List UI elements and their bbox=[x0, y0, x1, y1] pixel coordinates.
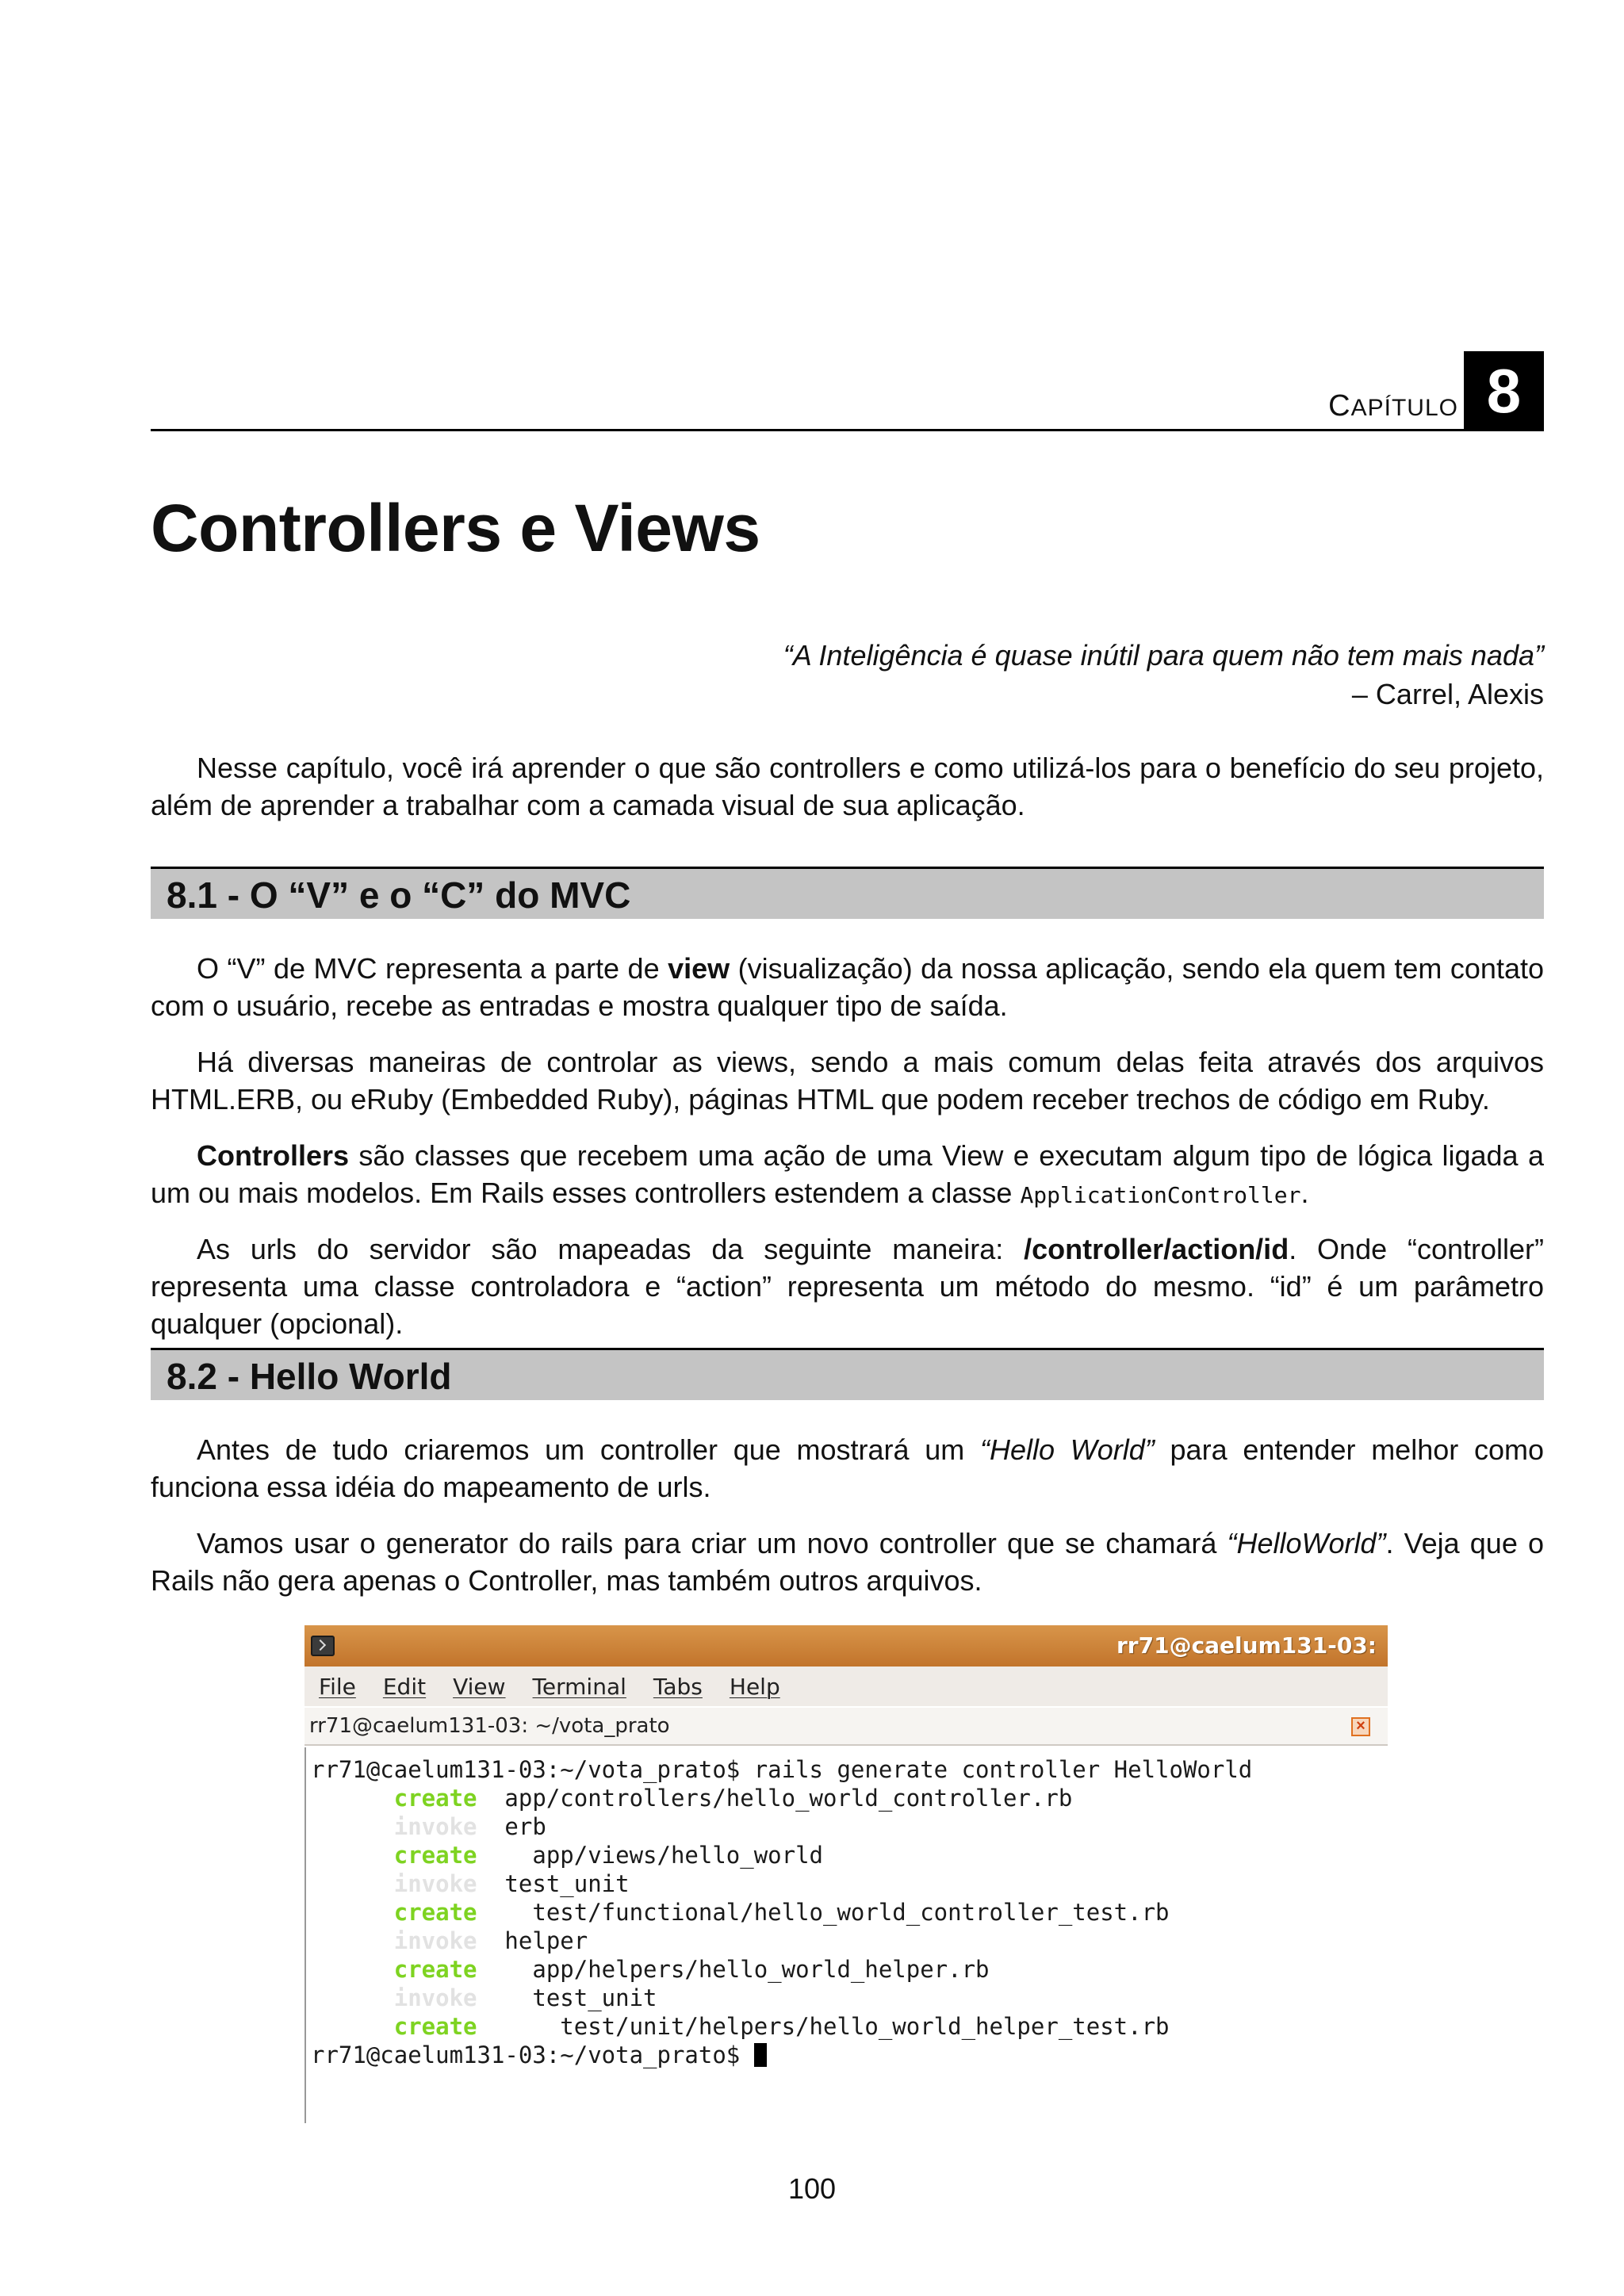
terminal-output-line bbox=[311, 1784, 1388, 1812]
terminal-menubar bbox=[304, 1667, 1388, 1706]
terminal-generated-lines bbox=[311, 1784, 1388, 2041]
terminal-output-line bbox=[311, 1812, 1388, 1841]
terminal-screenshot bbox=[304, 1625, 1388, 2123]
terminal-action-invoke: invoke bbox=[311, 1870, 477, 1897]
text-run: O “V” de MVC representa a parte de bbox=[197, 952, 668, 985]
menu-edit[interactable]: Edit bbox=[382, 1673, 427, 1700]
text-run: . Veja que o Rails não gera apenas o Controller, mas também outros arquivos. bbox=[151, 1527, 1544, 1597]
terminal-path: test_unit bbox=[477, 1870, 630, 1897]
terminal-cursor bbox=[754, 2043, 767, 2067]
chapter-header bbox=[151, 351, 1544, 431]
close-tab-icon[interactable]: × bbox=[1351, 1717, 1370, 1736]
terminal-final-prompt bbox=[311, 2041, 1388, 2069]
terminal-output-line bbox=[311, 1898, 1388, 1927]
menu-view[interactable]: View bbox=[453, 1673, 506, 1700]
text-run: Antes de tudo criaremos um controller que mostrará um bbox=[197, 1433, 981, 1466]
terminal-output-line bbox=[311, 1955, 1388, 1984]
terminal-output-line bbox=[311, 2012, 1388, 2041]
italic-hello-world: “Hello World” bbox=[980, 1433, 1155, 1466]
terminal-path: erb bbox=[477, 1813, 546, 1840]
text-run: Vamos usar o generator do rails para criar um novo controller que se chamará bbox=[197, 1527, 1228, 1559]
italic-helloworld: “HelloWorld” bbox=[1227, 1527, 1386, 1559]
text-run: são classes que recebem uma ação de uma View e executam algum tipo de lógica ligada a um ou mais modelos. Em Rails esses controllers estendem a classe bbox=[151, 1139, 1544, 1209]
terminal-command-line bbox=[311, 1755, 1388, 1784]
terminal-prompt: rr71@caelum131-03:~/vota_prato$ bbox=[311, 2042, 754, 2068]
terminal-output-line bbox=[311, 1841, 1388, 1869]
menu-file[interactable]: File bbox=[319, 1673, 356, 1700]
text-run: . bbox=[1300, 1177, 1309, 1209]
header-rule bbox=[151, 429, 1544, 431]
terminal-action-create: create bbox=[311, 1785, 477, 1812]
terminal-prompt: rr71@caelum131-03:~/vota_prato$ bbox=[311, 1756, 741, 1783]
terminal-output-line bbox=[311, 1984, 1388, 2012]
terminal-tab[interactable] bbox=[304, 1708, 1388, 1746]
terminal-app-icon[interactable] bbox=[311, 1636, 335, 1656]
chapter-label: CAPÍTULO bbox=[1328, 389, 1458, 423]
bold-term-controllers: Controllers bbox=[197, 1139, 350, 1172]
terminal-path: test_unit bbox=[477, 1984, 657, 2011]
terminal-action-invoke: invoke bbox=[311, 1984, 477, 2011]
terminal-action-create: create bbox=[311, 1842, 477, 1869]
chapter-number: 8 bbox=[1464, 351, 1544, 431]
terminal-action-create: create bbox=[311, 1899, 477, 1926]
page-number: 100 bbox=[787, 2172, 837, 2205]
bold-url-pattern: /controller/action/id bbox=[1024, 1233, 1289, 1265]
terminal-output-line bbox=[311, 1869, 1388, 1898]
menu-terminal[interactable]: Terminal bbox=[532, 1673, 626, 1700]
section-heading-8-2 bbox=[151, 1348, 1544, 1400]
paragraph-hello-world bbox=[151, 1431, 1544, 1506]
epigraph-author: – Carrel, Alexis bbox=[1351, 678, 1544, 710]
paragraph-erb: Há diversas maneiras de controlar as views, sendo a mais comum delas feita através dos arquivos HTML.ERB, ou eRuby (Embedded Ruby), páginas HTML que podem receber trechos de código em Ruby. bbox=[151, 1046, 1544, 1115]
paragraph-urls bbox=[151, 1230, 1544, 1342]
menu-help[interactable]: Help bbox=[729, 1673, 780, 1700]
chapter-label-rest: APÍTULO bbox=[1350, 395, 1458, 421]
terminal-path: helper bbox=[477, 1927, 588, 1954]
bold-term-view: view bbox=[668, 952, 730, 985]
menu-tabs[interactable]: Tabs bbox=[653, 1673, 703, 1700]
code-application-controller: ApplicationController bbox=[1020, 1182, 1301, 1208]
paragraph-view bbox=[151, 950, 1544, 1024]
epigraph bbox=[783, 636, 1544, 714]
terminal-path: app/helpers/hello_world_helper.rb bbox=[477, 1956, 990, 1983]
text-run: As urls do servidor são mapeadas da seguinte maneira: bbox=[197, 1233, 1025, 1265]
terminal-path: app/views/hello_world bbox=[477, 1842, 824, 1869]
section-heading-8-1 bbox=[151, 867, 1544, 919]
section-heading-text: 8.2 - Hello World bbox=[167, 1356, 452, 1397]
terminal-output[interactable] bbox=[304, 1747, 1388, 2123]
epigraph-quote: “A Inteligência é quase inútil para quem não tem mais nada” bbox=[783, 639, 1544, 672]
terminal-path: test/unit/helpers/hello_world_helper_test.rb bbox=[477, 2013, 1170, 2040]
terminal-action-invoke: invoke bbox=[311, 1927, 477, 1954]
text-run: (visualização) da nossa aplicação, sendo ela quem tem contato com o usuário, recebe as entradas e mostra qualquer tipo de saída. bbox=[151, 952, 1544, 1022]
terminal-output-line bbox=[311, 1927, 1388, 1955]
terminal-window-title: rr71@caelum131-03: bbox=[1116, 1632, 1377, 1659]
text-run: para entender melhor como funciona essa idéia do mapeamento de urls. bbox=[151, 1433, 1544, 1503]
intro-paragraph: Nesse capítulo, você irá aprender o que são controllers e como utilizá-los para o benefício do seu projeto, além de aprender a trabalhar com a camada visual de sua aplicação. bbox=[151, 752, 1544, 821]
terminal-action-create: create bbox=[311, 2013, 477, 2040]
terminal-path: test/functional/hello_world_controller_test.rb bbox=[477, 1899, 1170, 1926]
chapter-title: Controllers e Views bbox=[151, 491, 760, 565]
text-run: . Onde “controller” representa uma classe controladora e “action” representa um método do mesmo. “id” é um parâmetro qualquer (opcional). bbox=[151, 1233, 1544, 1340]
section-heading-text: 8.1 - O “V” e o “C” do MVC bbox=[167, 874, 631, 916]
terminal-action-create: create bbox=[311, 1956, 477, 1983]
terminal-titlebar bbox=[304, 1625, 1388, 1667]
terminal-path: app/controllers/hello_world_controller.rb bbox=[477, 1785, 1073, 1812]
terminal-command: rails generate controller HelloWorld bbox=[740, 1756, 1253, 1783]
terminal-action-invoke: invoke bbox=[311, 1813, 477, 1840]
paragraph-controllers bbox=[151, 1137, 1544, 1214]
paragraph-generator bbox=[151, 1525, 1544, 1599]
terminal-tab-label: rr71@caelum131-03: ~/vota_prato bbox=[309, 1714, 670, 1738]
